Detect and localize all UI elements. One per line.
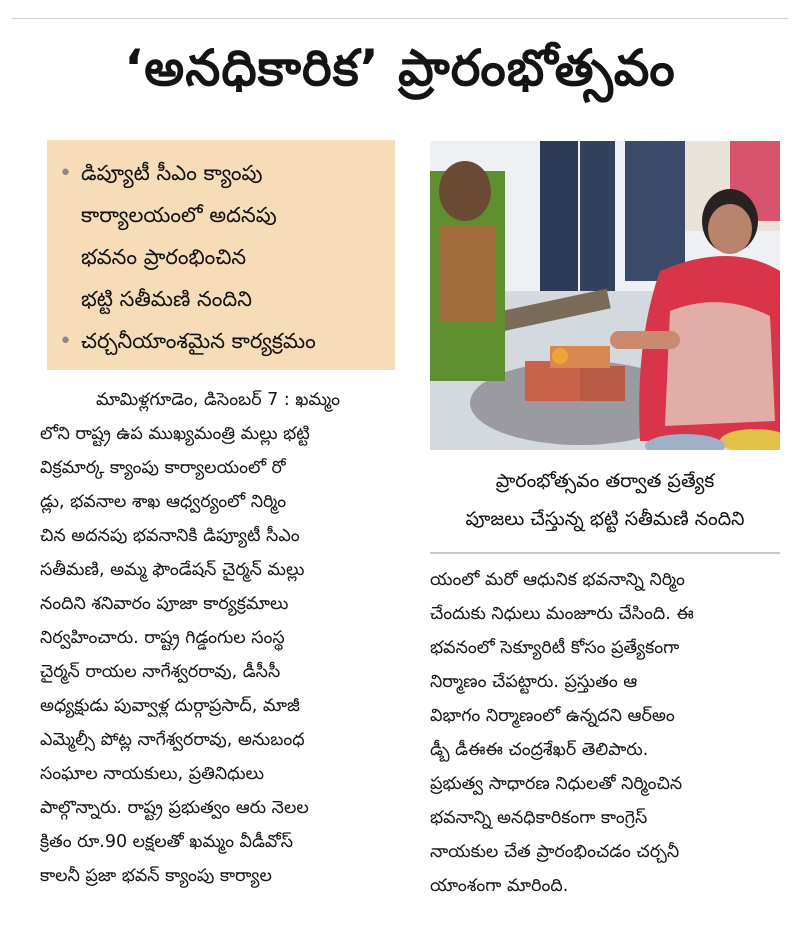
article-column-right — [430, 563, 780, 903]
caption-line: ప్రారంభోత్సవం తర్వాత ప్రత్యేక — [495, 470, 715, 492]
photo-caption — [430, 456, 780, 544]
highlight-line — [59, 152, 385, 194]
article-line: నందిని శనివారం పూజా కార్యక్రమాలు — [40, 594, 289, 614]
top-rule — [12, 18, 788, 19]
highlight-text: భట్టి సతీమణి నందిని — [81, 287, 252, 311]
article-line: కాలనీ ప్రజా భవన్ క్యాంపు కార్యాల — [40, 866, 272, 886]
highlight-text: భవనం ప్రారంభించిన — [81, 245, 247, 269]
article-line: చిన అదనపు భవనానికి డిప్యూటీ సీఎం — [40, 526, 300, 546]
highlights-box — [47, 140, 395, 370]
highlight-line — [59, 194, 385, 236]
article-line: డ్బీ డీఈఈ చంద్రశేఖర్ తెలిపారు. — [430, 740, 649, 760]
article-line: సంఘాల నాయకులు, ప్రతినిధులు — [40, 764, 265, 784]
article-line: క్రితం రూ.90 లక్షలతో ఖమ్మం వీడీవోస్ — [40, 832, 294, 852]
highlight-text: కార్యాలయంలో అదనపు — [81, 203, 277, 227]
article-line: యంలో మరో ఆధునిక భవనాన్ని నిర్మిం — [430, 570, 685, 590]
article-line: డ్లు, భవనాల శాఖ ఆధ్వర్యంలో నిర్మిం — [40, 492, 287, 512]
article-line: విభాగం నిర్మాణంలో ఉన్నదని ఆర్అం — [430, 706, 675, 726]
bullet-icon: • — [59, 161, 72, 186]
article-line: చేందుకు నిధులు మంజూరు చేసింది. ఈ — [430, 604, 694, 624]
caption-line: పూజలు చేస్తున్న భట్టి సతీమణి నందిని — [465, 508, 745, 530]
article-line: పాల్గొన్నారు. రాష్ట్ర ప్రభుత్వం ఆరు నెలల — [40, 798, 309, 818]
article-line: చైర్మన్ రాయల నాగేశ్వరరావు, డీసీసీ — [40, 662, 281, 682]
highlight-text: చర్చనీయాంశమైన కార్యక్రమం — [81, 329, 316, 353]
bullet-icon: • — [59, 329, 72, 354]
article-line: లోని రాష్ట్ర ఉప ముఖ్యమంత్రి మల్లు భట్టి — [40, 424, 310, 444]
headline: ‘అనధికారిక’ ప్రారంభోత్సవం — [124, 39, 676, 97]
article-line: ఎమ్మెల్సీ పోట్ల నాగేశ్వరరావు, అనుబంధ — [40, 730, 305, 750]
article-line: భవనంలో సెక్యూరిటీ కోసం ప్రత్యేకంగా — [430, 638, 680, 658]
highlight-line — [59, 236, 385, 278]
highlight-line — [59, 320, 385, 362]
article-line: యాంశంగా మారింది. — [430, 876, 569, 896]
article-line: ప్రభుత్వ సాధారణ నిధులతో నిర్మించిన — [430, 774, 683, 794]
article-line: అధ్యక్షుడు పువ్వాళ్ల దుర్గాప్రసాద్, మాజీ — [40, 696, 300, 716]
caption-divider — [430, 552, 780, 554]
ceremony-photo-illustration — [430, 141, 780, 450]
news-photo — [430, 141, 780, 450]
article-line: నిర్మాణం చేపట్టారు. ప్రస్తుతం ఆ — [430, 672, 638, 692]
highlight-text: డిప్యూటీ సీఎం క్యాంపు — [81, 161, 263, 185]
article-line: భవనాన్ని అనధికారికంగా కాంగ్రెస్ — [430, 808, 648, 828]
article-line: నాయకుల చేత ప్రారంభించడం చర్చనీ — [430, 842, 680, 862]
article-line: నిర్వహించారు. రాష్ట్ర గిడ్డంగుల సంస్థ — [40, 628, 285, 648]
article-line: సతీమణి, అమ్మ ఫౌండేషన్ చైర్మన్ మల్లు — [40, 560, 305, 580]
article-line: మామిళ్లగూడెం, డిసెంబర్ 7 : ఖమ్మం — [96, 390, 341, 410]
article-column-left — [40, 383, 400, 893]
highlight-line — [59, 278, 385, 320]
article-line: విక్రమార్క క్యాంపు కార్యాలయంలో రో — [40, 458, 286, 478]
